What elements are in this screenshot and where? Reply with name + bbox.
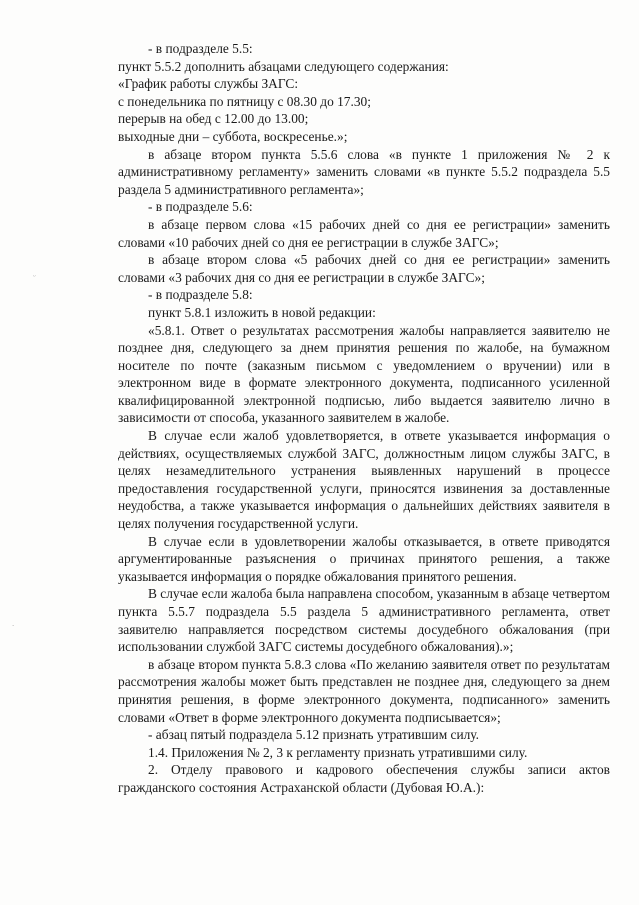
paragraph: - абзац пятый подраздела 5.12 признать утратившим силу.	[148, 727, 480, 743]
document-body	[118, 40, 610, 797]
paragraph: с понедельника по пятницу с 08.30 до 17.30;	[118, 93, 371, 109]
paragraph: в абзаце втором пункта 5.8.3 слова «По желанию заявителя ответ по результатам рассмотрения жалобы может быть представлен не позднее дня, следующего за днем принятия решения, в форме электронного документа, подписанного» заменить словами «Ответ в форме электронного документа подписывается»;	[118, 656, 610, 725]
paragraph: в абзаце первом слова «15 рабочих дней со дня ее регистрации» заменить словами «10 рабочих дней со дня ее регистрации в службе ЗАГС»;	[118, 216, 610, 250]
paragraph: в абзаце втором слова «5 рабочих дней со дня ее регистрации» заменить словами «3 рабочих дня со дня ее регистрации в службе ЗАГС»;	[118, 252, 610, 285]
paragraph: В случае если жалоба была направлена способом, указанным в абзаце четвертом пункта 5.5.7 подраздела 5.5 раздела 5 административного регламента, ответ заявителю направляется посредством системы досудебного обжалования (при использовании службой ЗАГС системы досудебного обжалования).»;	[118, 586, 610, 655]
paragraph: перерыв на обед с 12.00 до 13.00;	[118, 111, 309, 127]
paragraph: В случае если в удовлетворении жалобы отказывается, в ответе приводятся аргументированные разъяснения о причинах принятого решения, а также указывается информация о порядке обжалования принятого решения.	[118, 533, 610, 584]
paragraph: «5.8.1. Ответ о результатах рассмотрения жалобы направляется заявителю не позднее дня, следующего за днем принятия решения по жалобе, на бумажном носителе по почте (заказным письмом с уведомлением о вручении) или в электронном виде в формате электронного документа, подписанного усиленной квалифицированной электронной подписью, либо выдается заявителю лично в зависимости от способа, указанного заявителем в жалобе.	[118, 322, 610, 426]
paragraph: «График работы службы ЗАГС:	[118, 76, 299, 92]
paragraph: - в подразделе 5.5:	[148, 41, 253, 56]
paragraph: 1.4. Приложения № 2, 3 к регламенту признать утратившими силу.	[148, 744, 528, 760]
paragraph: - в подразделе 5.6:	[148, 199, 253, 215]
scan-speck: ᵕ	[33, 273, 36, 281]
paragraph: в абзаце втором пункта 5.5.6 слова «в пункте 1 приложения № 2 к административному регламенту» заменить словами «в пункте 5.5.2 подраздела 5.5 раздела 5 административного регламента»;	[118, 146, 610, 197]
paragraph: выходные дни – суббота, воскресенье.»;	[118, 128, 348, 144]
paragraph: - в подразделе 5.8:	[148, 287, 253, 303]
paragraph: пункт 5.8.1 изложить в новой редакции:	[148, 304, 376, 320]
scan-speck: ·	[12, 622, 15, 630]
paragraph: В случае если жалоб удовлетворяется, в ответе указывается информация о действиях, осуществляемых службой ЗАГС, должностным лицом службы ЗАГС, в целях незамедлительного устранения выявленных нарушений в процессе предоставления государственной услуги, приносятся извинения за доставленные неудобства, а также указывается информация о дальнейших действиях заявителя в целях получения государственной услуги.	[118, 428, 610, 532]
paragraph: 2. Отделу правового и кадрового обеспечения службы записи актов гражданского состояния Астраханской области (Дубовая Ю.А.):	[118, 762, 610, 795]
paragraph: пункт 5.5.2 дополнить абзацами следующего содержания:	[118, 58, 449, 74]
